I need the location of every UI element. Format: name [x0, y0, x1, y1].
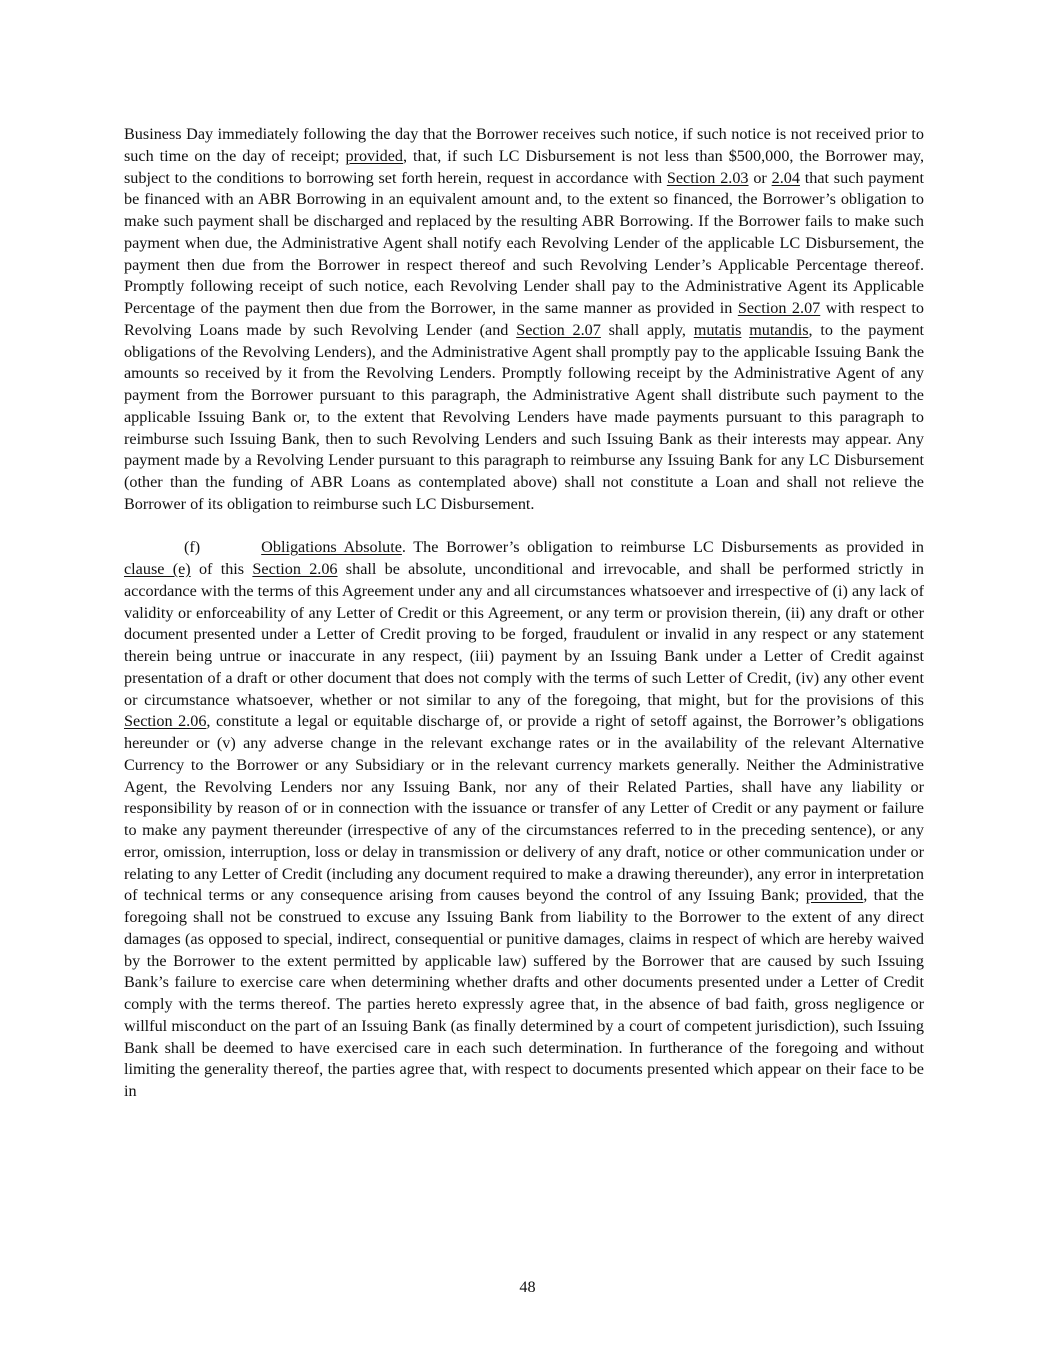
section-reference: 2.04	[771, 168, 800, 187]
section-reference: Section 2.07	[737, 299, 821, 317]
underlined-term: mutandis	[749, 320, 809, 339]
text-run: . The Borrower’s obligation to reimburse LC Disbursements as provided in	[401, 538, 924, 557]
paragraph-continued	[124, 124, 924, 516]
text-run: that such payment be financed with an ABR Borrowing in an equivalent amount and, to the extent so financed, the Borrower’s obligation to make such payment shall be discharged and replaced by the resulting ABR Borrowing. If the Borrower fails to make such payment when due, the Administrative Agent shall notify each Revolving Lender of the applicable LC Disbursement, the payment then due from the Borrower in respect thereof and such Revolving Lender’s Applicable Percentage thereof. Promptly following receipt of such notice, each Revolving Lender shall pay to the Administrative Agent its Applicable Percentage of the payment then due from the Borrower, in the same manner as provided in	[124, 168, 925, 317]
text-run: , constitute a legal or equitable discharge of, or provide a right of setoff against, the Borrower’s obligations hereunder or (v) any adverse change in the relevant exchange rates or in the availability of the relevant Alternative Currency to the Borrower or any Subsidiary or in the relevant currency markets generally. Neither the Administrative Agent, the Revolving Lenders nor any Issuing Bank, nor any of their Related Parties, shall have any liability or responsibility by reason of or in connection with the issuance or transfer of any Letter of Credit or any payment or failure to make any payment thereunder (irrespective of any of the circumstances referred to in the preceding sentence), or any error, omission, interruption, loss or delay in transmission or delivery of any draft, notice or other communication under or relating to any Letter of Credit (including any document required to make a drawing thereunder), any error in interpretation of technical terms or any consequence arising from causes beyond the control of any Issuing Bank;	[124, 712, 924, 905]
underlined-term: mutatis	[693, 320, 742, 339]
text-run: , to the payment obligations of the Revolving Lenders), and the Administrative Agent shall promptly pay to the applicable Issuing Bank the amounts so received by it from the Revolving Lenders. Promptly following receipt by the Administrative Agent of any payment from the Borrower pursuant to this paragraph, the Administrative Agent shall distribute such payment to the applicable Issuing Bank or, to the extent that Revolving Lenders have made payments pursuant to this paragraph to reimburse such Issuing Bank, then to such Revolving Lenders and such Issuing Bank as their interests may appear. Any payment made by a Revolving Lender pursuant to this paragraph to reimburse any Issuing Bank for any LC Disbursement (other than the funding of ABR Loans as contemplated above) shall not constitute a Loan and shall not relieve the Borrower of its obligation to reimburse such LC Disbursement.	[124, 320, 925, 513]
clause-heading: Obligations Absolute	[261, 538, 402, 557]
text-run: shall be absolute, unconditional and irrevocable, and shall be performed strictly in accordance with the terms of this Agreement under any and all circumstances whatsoever and irrespective of (i) any lack of validity or enforceability of any Letter of Credit or this Agreement, or any term or provision therein, (ii) any draft or other document presented under a Letter of Credit proving to be forged, fraudulent or invalid in any respect or any statement therein being untrue or inaccurate in any respect, (iii) payment by an Issuing Bank under a Letter of Credit against presentation of a draft or other document that does not comply with the terms of such Letter of Credit, (iv) any other event or circumstance whatsoever, whether or not similar to any of the foregoing, that might, but for the provisions of this	[124, 560, 925, 709]
page-number: 48	[519, 1278, 536, 1296]
text-run: or	[748, 168, 772, 187]
section-reference: Section 2.06	[252, 560, 338, 578]
section-reference: Section 2.06	[124, 712, 207, 731]
clause-label: (f)	[184, 538, 201, 557]
text-run: , that, if such LC Disbursement is not less than $500,000, the Borrower may, subject to the conditions to borrowing set forth herein, request in accordance with	[124, 146, 924, 187]
document-page	[124, 124, 924, 1103]
clause-reference: clause (e)	[124, 560, 191, 578]
underlined-term: provided	[805, 886, 864, 905]
text-run: , that the foregoing shall not be construed to excuse any Issuing Bank from liability to the Borrower to the extent of any direct damages (as opposed to special, indirect, consequential or punitive damages, claims in respect of which are hereby waived by the Borrower to the extent permitted by applicable law) suffered by the Borrower that are caused by such Issuing Bank’s failure to exercise care when determining whether drafts and other documents presented under a Letter of Credit comply with the terms thereof. The parties hereto expressly agree that, in the absence of bad faith, gross negligence or willful misconduct on the part of an Issuing Bank (as finally determined by a court of competent jurisdiction), such Issuing Bank shall be deemed to have exercised care in each such determination. In furtherance of the foregoing and without limiting the generality thereof, the parties agree that, with respect to documents presented which appear on their face to be in	[124, 886, 924, 1100]
section-reference: Section 2.03	[666, 168, 749, 187]
text-run: of this	[190, 560, 253, 578]
text-run: shall apply,	[600, 320, 694, 339]
underlined-term: provided	[345, 146, 404, 165]
text-run: Business Day immediately following the day that the Borrower receives such notice, if such notice is not received prior to such time on the day of receipt;	[124, 125, 924, 165]
section-reference: Section 2.07	[516, 320, 601, 339]
text-run: with respect to Revolving Loans made by such Revolving Lender (and	[124, 299, 924, 339]
paragraph-obligations-absolute	[124, 537, 924, 1103]
